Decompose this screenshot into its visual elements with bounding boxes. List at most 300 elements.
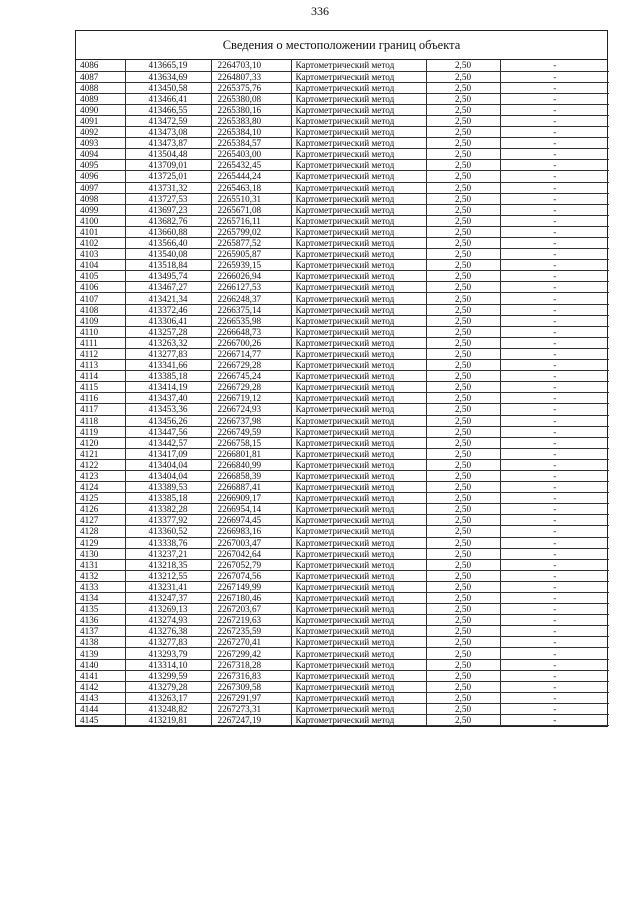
method-cell: Картометрический метод [291, 526, 426, 537]
table-row [76, 559, 609, 570]
table-row [76, 548, 609, 559]
point-number-cell: 4120 [76, 437, 125, 448]
extra-value-cell: - [500, 715, 609, 726]
extra-value-cell: - [500, 138, 609, 149]
accuracy-cell: 2,50 [426, 171, 500, 182]
accuracy-cell: 2,50 [426, 659, 500, 670]
method-cell: Картометрический метод [291, 215, 426, 226]
point-number-cell: 4107 [76, 293, 125, 304]
extra-value-cell: - [500, 171, 609, 182]
y-coordinate-cell: 2266737,98 [211, 415, 291, 426]
table-row [76, 637, 609, 648]
accuracy-cell: 2,50 [426, 615, 500, 626]
y-coordinate-cell: 2265716,11 [211, 215, 291, 226]
method-cell: Картометрический метод [291, 448, 426, 459]
table-row [76, 604, 609, 615]
x-coordinate-cell: 413725,01 [125, 171, 211, 182]
table-row [76, 681, 609, 692]
point-number-cell: 4144 [76, 703, 125, 714]
point-number-cell: 4095 [76, 160, 125, 171]
table-row [76, 260, 609, 271]
x-coordinate-cell: 413274,93 [125, 615, 211, 626]
extra-value-cell: - [500, 559, 609, 570]
accuracy-cell: 2,50 [426, 348, 500, 359]
table-row [76, 537, 609, 548]
extra-value-cell: - [500, 648, 609, 659]
boundary-table-frame [75, 30, 608, 727]
accuracy-cell: 2,50 [426, 249, 500, 260]
point-number-cell: 4138 [76, 637, 125, 648]
y-coordinate-cell: 2266745,24 [211, 371, 291, 382]
method-cell: Картометрический метод [291, 659, 426, 670]
extra-value-cell: - [500, 626, 609, 637]
table-row [76, 271, 609, 282]
accuracy-cell: 2,50 [426, 193, 500, 204]
extra-value-cell: - [500, 337, 609, 348]
y-coordinate-cell: 2266719,12 [211, 393, 291, 404]
y-coordinate-cell: 2265939,15 [211, 260, 291, 271]
y-coordinate-cell: 2266648,73 [211, 326, 291, 337]
y-coordinate-cell: 2265799,02 [211, 226, 291, 237]
point-number-cell: 4133 [76, 581, 125, 592]
accuracy-cell: 2,50 [426, 559, 500, 570]
y-coordinate-cell: 2267180,46 [211, 593, 291, 604]
y-coordinate-cell: 2266375,14 [211, 304, 291, 315]
x-coordinate-cell: 413665,19 [125, 60, 211, 71]
accuracy-cell: 2,50 [426, 493, 500, 504]
y-coordinate-cell: 2267318,28 [211, 659, 291, 670]
y-coordinate-cell: 2267309,58 [211, 681, 291, 692]
y-coordinate-cell: 2266974,45 [211, 515, 291, 526]
x-coordinate-cell: 413473,08 [125, 127, 211, 138]
y-coordinate-cell: 2266026,94 [211, 271, 291, 282]
y-coordinate-cell: 2267003,47 [211, 537, 291, 548]
x-coordinate-cell: 413518,84 [125, 260, 211, 271]
method-cell: Картометрический метод [291, 104, 426, 115]
table-row [76, 71, 609, 82]
point-number-cell: 4115 [76, 382, 125, 393]
x-coordinate-cell: 413277,83 [125, 348, 211, 359]
method-cell: Картометрический метод [291, 371, 426, 382]
extra-value-cell: - [500, 293, 609, 304]
accuracy-cell: 2,50 [426, 448, 500, 459]
x-coordinate-cell: 413338,76 [125, 537, 211, 548]
extra-value-cell: - [500, 348, 609, 359]
accuracy-cell: 2,50 [426, 149, 500, 160]
method-cell: Картометрический метод [291, 604, 426, 615]
accuracy-cell: 2,50 [426, 160, 500, 171]
method-cell: Картометрический метод [291, 337, 426, 348]
accuracy-cell: 2,50 [426, 426, 500, 437]
table-row [76, 482, 609, 493]
extra-value-cell: - [500, 604, 609, 615]
accuracy-cell: 2,50 [426, 526, 500, 537]
table-row [76, 127, 609, 138]
extra-value-cell: - [500, 149, 609, 160]
method-cell: Картометрический метод [291, 703, 426, 714]
accuracy-cell: 2,50 [426, 715, 500, 726]
extra-value-cell: - [500, 482, 609, 493]
accuracy-cell: 2,50 [426, 703, 500, 714]
x-coordinate-cell: 413566,40 [125, 238, 211, 249]
x-coordinate-cell: 413263,17 [125, 692, 211, 703]
y-coordinate-cell: 2265444,24 [211, 171, 291, 182]
accuracy-cell: 2,50 [426, 182, 500, 193]
x-coordinate-cell: 413682,76 [125, 215, 211, 226]
y-coordinate-cell: 2265403,00 [211, 149, 291, 160]
x-coordinate-cell: 413466,55 [125, 104, 211, 115]
method-cell: Картометрический метод [291, 626, 426, 637]
table-title: Сведения о местоположении границ объекта [76, 31, 607, 60]
table-row [76, 448, 609, 459]
extra-value-cell: - [500, 659, 609, 670]
point-number-cell: 4099 [76, 204, 125, 215]
point-number-cell: 4145 [76, 715, 125, 726]
table-row [76, 526, 609, 537]
extra-value-cell: - [500, 271, 609, 282]
x-coordinate-cell: 413456,26 [125, 415, 211, 426]
method-cell: Картометрический метод [291, 459, 426, 470]
method-cell: Картометрический метод [291, 271, 426, 282]
table-row [76, 504, 609, 515]
extra-value-cell: - [500, 548, 609, 559]
table-row [76, 293, 609, 304]
y-coordinate-cell: 2266840,99 [211, 459, 291, 470]
table-row [76, 282, 609, 293]
point-number-cell: 4130 [76, 548, 125, 559]
point-number-cell: 4113 [76, 360, 125, 371]
accuracy-cell: 2,50 [426, 326, 500, 337]
point-number-cell: 4087 [76, 71, 125, 82]
y-coordinate-cell: 2266954,14 [211, 504, 291, 515]
extra-value-cell: - [500, 160, 609, 171]
x-coordinate-cell: 413377,92 [125, 515, 211, 526]
table-row [76, 93, 609, 104]
y-coordinate-cell: 2266729,28 [211, 382, 291, 393]
point-number-cell: 4141 [76, 670, 125, 681]
method-cell: Картометрический метод [291, 681, 426, 692]
extra-value-cell: - [500, 204, 609, 215]
method-cell: Картометрический метод [291, 426, 426, 437]
x-coordinate-cell: 413404,04 [125, 459, 211, 470]
table-row [76, 459, 609, 470]
x-coordinate-cell: 413231,41 [125, 581, 211, 592]
x-coordinate-cell: 413472,59 [125, 115, 211, 126]
table-row [76, 593, 609, 604]
x-coordinate-cell: 413450,58 [125, 82, 211, 93]
x-coordinate-cell: 413279,28 [125, 681, 211, 692]
table-row [76, 138, 609, 149]
method-cell: Картометрический метод [291, 615, 426, 626]
point-number-cell: 4116 [76, 393, 125, 404]
method-cell: Картометрический метод [291, 382, 426, 393]
method-cell: Картометрический метод [291, 715, 426, 726]
extra-value-cell: - [500, 404, 609, 415]
point-number-cell: 4102 [76, 238, 125, 249]
table-row [76, 249, 609, 260]
x-coordinate-cell: 413495,74 [125, 271, 211, 282]
point-number-cell: 4118 [76, 415, 125, 426]
x-coordinate-cell: 413660,88 [125, 226, 211, 237]
method-cell: Картометрический метод [291, 493, 426, 504]
accuracy-cell: 2,50 [426, 537, 500, 548]
x-coordinate-cell: 413341,66 [125, 360, 211, 371]
extra-value-cell: - [500, 504, 609, 515]
table-row [76, 193, 609, 204]
method-cell: Картометрический метод [291, 315, 426, 326]
method-cell: Картометрический метод [291, 537, 426, 548]
table-row [76, 615, 609, 626]
extra-value-cell: - [500, 226, 609, 237]
method-cell: Картометрический метод [291, 482, 426, 493]
extra-value-cell: - [500, 537, 609, 548]
extra-value-cell: - [500, 371, 609, 382]
extra-value-cell: - [500, 215, 609, 226]
accuracy-cell: 2,50 [426, 127, 500, 138]
extra-value-cell: - [500, 526, 609, 537]
y-coordinate-cell: 2266535,98 [211, 315, 291, 326]
y-coordinate-cell: 2267247,19 [211, 715, 291, 726]
x-coordinate-cell: 413453,36 [125, 404, 211, 415]
table-row [76, 226, 609, 237]
method-cell: Картометрический метод [291, 249, 426, 260]
extra-value-cell: - [500, 670, 609, 681]
point-number-cell: 4106 [76, 282, 125, 293]
point-number-cell: 4109 [76, 315, 125, 326]
table-row [76, 415, 609, 426]
table-row [76, 160, 609, 171]
x-coordinate-cell: 413219,81 [125, 715, 211, 726]
point-number-cell: 4092 [76, 127, 125, 138]
table-row [76, 326, 609, 337]
extra-value-cell: - [500, 315, 609, 326]
y-coordinate-cell: 2267316,83 [211, 670, 291, 681]
point-number-cell: 4098 [76, 193, 125, 204]
table-row [76, 404, 609, 415]
point-number-cell: 4088 [76, 82, 125, 93]
y-coordinate-cell: 2266700,26 [211, 337, 291, 348]
accuracy-cell: 2,50 [426, 515, 500, 526]
y-coordinate-cell: 2265375,76 [211, 82, 291, 93]
accuracy-cell: 2,50 [426, 215, 500, 226]
method-cell: Картометрический метод [291, 115, 426, 126]
accuracy-cell: 2,50 [426, 271, 500, 282]
extra-value-cell: - [500, 82, 609, 93]
extra-value-cell: - [500, 60, 609, 71]
point-number-cell: 4096 [76, 171, 125, 182]
point-number-cell: 4122 [76, 459, 125, 470]
table-row [76, 215, 609, 226]
x-coordinate-cell: 413372,46 [125, 304, 211, 315]
method-cell: Картометрический метод [291, 470, 426, 481]
point-number-cell: 4103 [76, 249, 125, 260]
accuracy-cell: 2,50 [426, 371, 500, 382]
table-row [76, 348, 609, 359]
extra-value-cell: - [500, 515, 609, 526]
point-number-cell: 4094 [76, 149, 125, 160]
x-coordinate-cell: 413293,79 [125, 648, 211, 659]
x-coordinate-cell: 413212,55 [125, 570, 211, 581]
extra-value-cell: - [500, 71, 609, 82]
y-coordinate-cell: 2267219,63 [211, 615, 291, 626]
y-coordinate-cell: 2266729,28 [211, 360, 291, 371]
method-cell: Картометрический метод [291, 149, 426, 160]
accuracy-cell: 2,50 [426, 115, 500, 126]
y-coordinate-cell: 2264807,33 [211, 71, 291, 82]
extra-value-cell: - [500, 393, 609, 404]
accuracy-cell: 2,50 [426, 104, 500, 115]
x-coordinate-cell: 413385,18 [125, 371, 211, 382]
x-coordinate-cell: 413540,08 [125, 249, 211, 260]
table-row [76, 60, 609, 71]
method-cell: Картометрический метод [291, 60, 426, 71]
extra-value-cell: - [500, 360, 609, 371]
extra-value-cell: - [500, 448, 609, 459]
method-cell: Картометрический метод [291, 282, 426, 293]
accuracy-cell: 2,50 [426, 604, 500, 615]
accuracy-cell: 2,50 [426, 337, 500, 348]
point-number-cell: 4119 [76, 426, 125, 437]
x-coordinate-cell: 413257,28 [125, 326, 211, 337]
y-coordinate-cell: 2265671,08 [211, 204, 291, 215]
extra-value-cell: - [500, 437, 609, 448]
y-coordinate-cell: 2267052,79 [211, 559, 291, 570]
accuracy-cell: 2,50 [426, 282, 500, 293]
y-coordinate-cell: 2266127,53 [211, 282, 291, 293]
accuracy-cell: 2,50 [426, 692, 500, 703]
accuracy-cell: 2,50 [426, 437, 500, 448]
extra-value-cell: - [500, 703, 609, 714]
extra-value-cell: - [500, 115, 609, 126]
point-number-cell: 4101 [76, 226, 125, 237]
x-coordinate-cell: 413634,69 [125, 71, 211, 82]
y-coordinate-cell: 2265905,87 [211, 249, 291, 260]
y-coordinate-cell: 2266758,15 [211, 437, 291, 448]
y-coordinate-cell: 2265380,16 [211, 104, 291, 115]
x-coordinate-cell: 413437,40 [125, 393, 211, 404]
x-coordinate-cell: 413709,01 [125, 160, 211, 171]
method-cell: Картометрический метод [291, 93, 426, 104]
point-number-cell: 4128 [76, 526, 125, 537]
accuracy-cell: 2,50 [426, 71, 500, 82]
point-number-cell: 4136 [76, 615, 125, 626]
accuracy-cell: 2,50 [426, 504, 500, 515]
method-cell: Картометрический метод [291, 182, 426, 193]
accuracy-cell: 2,50 [426, 459, 500, 470]
x-coordinate-cell: 413697,23 [125, 204, 211, 215]
table-row [76, 493, 609, 504]
accuracy-cell: 2,50 [426, 82, 500, 93]
y-coordinate-cell: 2265384,57 [211, 138, 291, 149]
table-row [76, 149, 609, 160]
method-cell: Картометрический метод [291, 238, 426, 249]
x-coordinate-cell: 413389,53 [125, 482, 211, 493]
method-cell: Картометрический метод [291, 293, 426, 304]
point-number-cell: 4132 [76, 570, 125, 581]
extra-value-cell: - [500, 493, 609, 504]
accuracy-cell: 2,50 [426, 382, 500, 393]
table-row [76, 570, 609, 581]
x-coordinate-cell: 413442,57 [125, 437, 211, 448]
page-number: 336 [311, 4, 329, 18]
x-coordinate-cell: 413218,35 [125, 559, 211, 570]
x-coordinate-cell: 413504,48 [125, 149, 211, 160]
y-coordinate-cell: 2266714,77 [211, 348, 291, 359]
point-number-cell: 4097 [76, 182, 125, 193]
accuracy-cell: 2,50 [426, 470, 500, 481]
point-number-cell: 4140 [76, 659, 125, 670]
point-number-cell: 4137 [76, 626, 125, 637]
x-coordinate-cell: 413299,59 [125, 670, 211, 681]
accuracy-cell: 2,50 [426, 670, 500, 681]
point-number-cell: 4104 [76, 260, 125, 271]
table-body [76, 60, 609, 726]
extra-value-cell: - [500, 326, 609, 337]
table-row [76, 382, 609, 393]
x-coordinate-cell: 413237,21 [125, 548, 211, 559]
x-coordinate-cell: 413414,19 [125, 382, 211, 393]
y-coordinate-cell: 2266749,59 [211, 426, 291, 437]
table-row [76, 648, 609, 659]
table-row [76, 238, 609, 249]
extra-value-cell: - [500, 193, 609, 204]
accuracy-cell: 2,50 [426, 648, 500, 659]
y-coordinate-cell: 2267291,97 [211, 692, 291, 703]
extra-value-cell: - [500, 238, 609, 249]
y-coordinate-cell: 2267203,67 [211, 604, 291, 615]
accuracy-cell: 2,50 [426, 482, 500, 493]
table-row [76, 171, 609, 182]
y-coordinate-cell: 2265383,80 [211, 115, 291, 126]
accuracy-cell: 2,50 [426, 93, 500, 104]
point-number-cell: 4090 [76, 104, 125, 115]
method-cell: Картометрический метод [291, 404, 426, 415]
accuracy-cell: 2,50 [426, 226, 500, 237]
point-number-cell: 4127 [76, 515, 125, 526]
y-coordinate-cell: 2267273,31 [211, 703, 291, 714]
table-row [76, 315, 609, 326]
extra-value-cell: - [500, 104, 609, 115]
x-coordinate-cell: 413276,38 [125, 626, 211, 637]
accuracy-cell: 2,50 [426, 581, 500, 592]
y-coordinate-cell: 2266248,37 [211, 293, 291, 304]
point-number-cell: 4093 [76, 138, 125, 149]
point-number-cell: 4086 [76, 60, 125, 71]
point-number-cell: 4126 [76, 504, 125, 515]
table-row [76, 393, 609, 404]
accuracy-cell: 2,50 [426, 404, 500, 415]
accuracy-cell: 2,50 [426, 204, 500, 215]
y-coordinate-cell: 2266858,39 [211, 470, 291, 481]
table-row [76, 670, 609, 681]
method-cell: Картометрический метод [291, 637, 426, 648]
table-row [76, 337, 609, 348]
x-coordinate-cell: 413466,41 [125, 93, 211, 104]
extra-value-cell: - [500, 415, 609, 426]
y-coordinate-cell: 2264703,10 [211, 60, 291, 71]
method-cell: Картометрический метод [291, 570, 426, 581]
x-coordinate-cell: 413269,13 [125, 604, 211, 615]
method-cell: Картометрический метод [291, 82, 426, 93]
accuracy-cell: 2,50 [426, 138, 500, 149]
extra-value-cell: - [500, 570, 609, 581]
method-cell: Картометрический метод [291, 692, 426, 703]
extra-value-cell: - [500, 426, 609, 437]
x-coordinate-cell: 413473,87 [125, 138, 211, 149]
table-row [76, 437, 609, 448]
extra-value-cell: - [500, 470, 609, 481]
y-coordinate-cell: 2265432,45 [211, 160, 291, 171]
